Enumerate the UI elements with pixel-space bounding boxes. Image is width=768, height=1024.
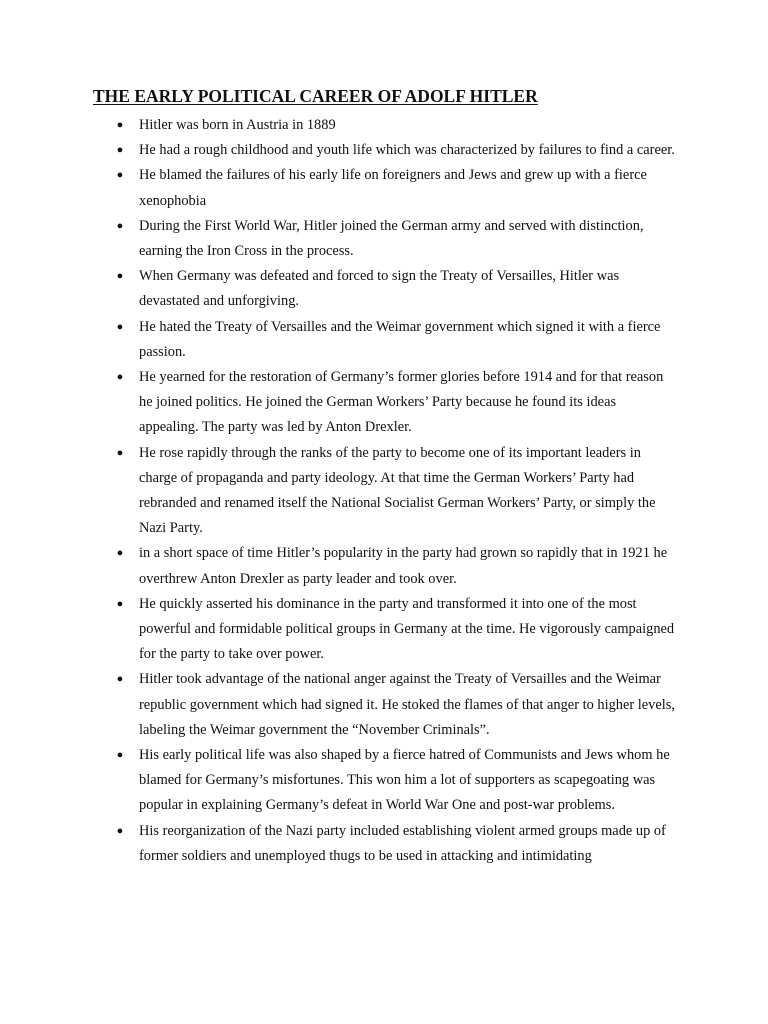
bullet-dot-icon: ● xyxy=(116,824,124,837)
list-item xyxy=(0,163,679,213)
bullet-dot-icon: ● xyxy=(116,270,124,283)
list-item xyxy=(0,743,679,819)
bullet-text: He yearned for the restoration of Germany’s former glories before 1914 and for that reason he joined politics. He joined the German Workers’ Party because he found its ideas appealing. The party was led by Anton Drexler. xyxy=(139,369,664,436)
bullet-text: His early political life was also shaped by a fierce hatred of Communists and Jews whom he blamed for Germany’s misfortunes. This won him a lot of supporters as scapegoating was popular in explaining Germany’s defeat in World War One and post-war problems. xyxy=(139,747,670,814)
bullet-dot-icon: ● xyxy=(116,144,124,157)
list-item xyxy=(0,819,679,869)
document-title: THE EARLY POLITICAL CAREER OF ADOLF HITLER xyxy=(93,86,538,106)
bullet-dot-icon: ● xyxy=(116,597,124,610)
bullet-dot-icon: ● xyxy=(116,320,124,333)
bullet-text: He had a rough childhood and youth life which was characterized by failures to find a career. xyxy=(139,142,675,159)
bullet-dot-icon: ● xyxy=(116,169,124,182)
bullet-dot-icon: ● xyxy=(116,673,124,686)
bullet-text: His reorganization of the Nazi party included establishing violent armed groups made up of former soldiers and unemployed thugs to be used in attacking and intimidating xyxy=(139,822,666,864)
list-item xyxy=(0,592,679,668)
bullet-text: He hated the Treaty of Versailles and the Weimar government which signed it with a fierce passion. xyxy=(139,318,661,360)
list-item xyxy=(0,541,679,591)
list-item xyxy=(0,138,679,163)
bullet-dot-icon: ● xyxy=(116,119,124,131)
bullet-text: Hitler was born in Austria in 1889 xyxy=(139,117,336,133)
bullet-dot-icon: ● xyxy=(116,219,124,232)
bullet-dot-icon: ● xyxy=(116,547,124,560)
list-item xyxy=(0,264,679,314)
bullet-text: in a short space of time Hitler’s popularity in the party had grown so rapidly that in 1921 he overthrew Anton Drexler as party leader and took over. xyxy=(139,545,668,587)
bullet-text: He rose rapidly through the ranks of the party to become one of its important leaders in charge of propaganda and party ideology. At that time the German Workers’ Party had rebranded and renamed itself the National Socialist German Workers’ Party, or simply the Nazi Party. xyxy=(139,444,656,537)
bullet-text: He quickly asserted his dominance in the party and transformed it into one of the most powerful and formidable political groups in Germany at the time. He vigorously campaigned for the party to take over power. xyxy=(139,595,675,663)
bullet-dot-icon: ● xyxy=(116,749,124,762)
list-item xyxy=(0,113,679,138)
bullet-dot-icon: ● xyxy=(116,371,124,384)
list-item xyxy=(0,667,679,743)
bullet-text: He blamed the failures of his early life on foreigners and Jews and grew up with a fierce xenophobia xyxy=(139,167,647,209)
list-item xyxy=(0,365,679,441)
list-item xyxy=(0,441,679,542)
list-item xyxy=(0,315,679,365)
bullet-text: Hitler took advantage of the national anger against the Treaty of Versailles and the Weimar republic government which had signed it. He stoked the flames of that anger to higher levels, labeling the Weimar government the “November Criminals”. xyxy=(139,671,675,738)
bullet-text: When Germany was defeated and forced to sign the Treaty of Versailles, Hitler was devastated and unforgiving. xyxy=(139,268,620,310)
bullet-text: During the First World War, Hitler joined the German army and served with distinction, earning the Iron Cross in the process. xyxy=(139,217,644,260)
bullet-list xyxy=(0,113,768,869)
list-item xyxy=(0,214,679,264)
bullet-dot-icon: ● xyxy=(116,446,124,459)
